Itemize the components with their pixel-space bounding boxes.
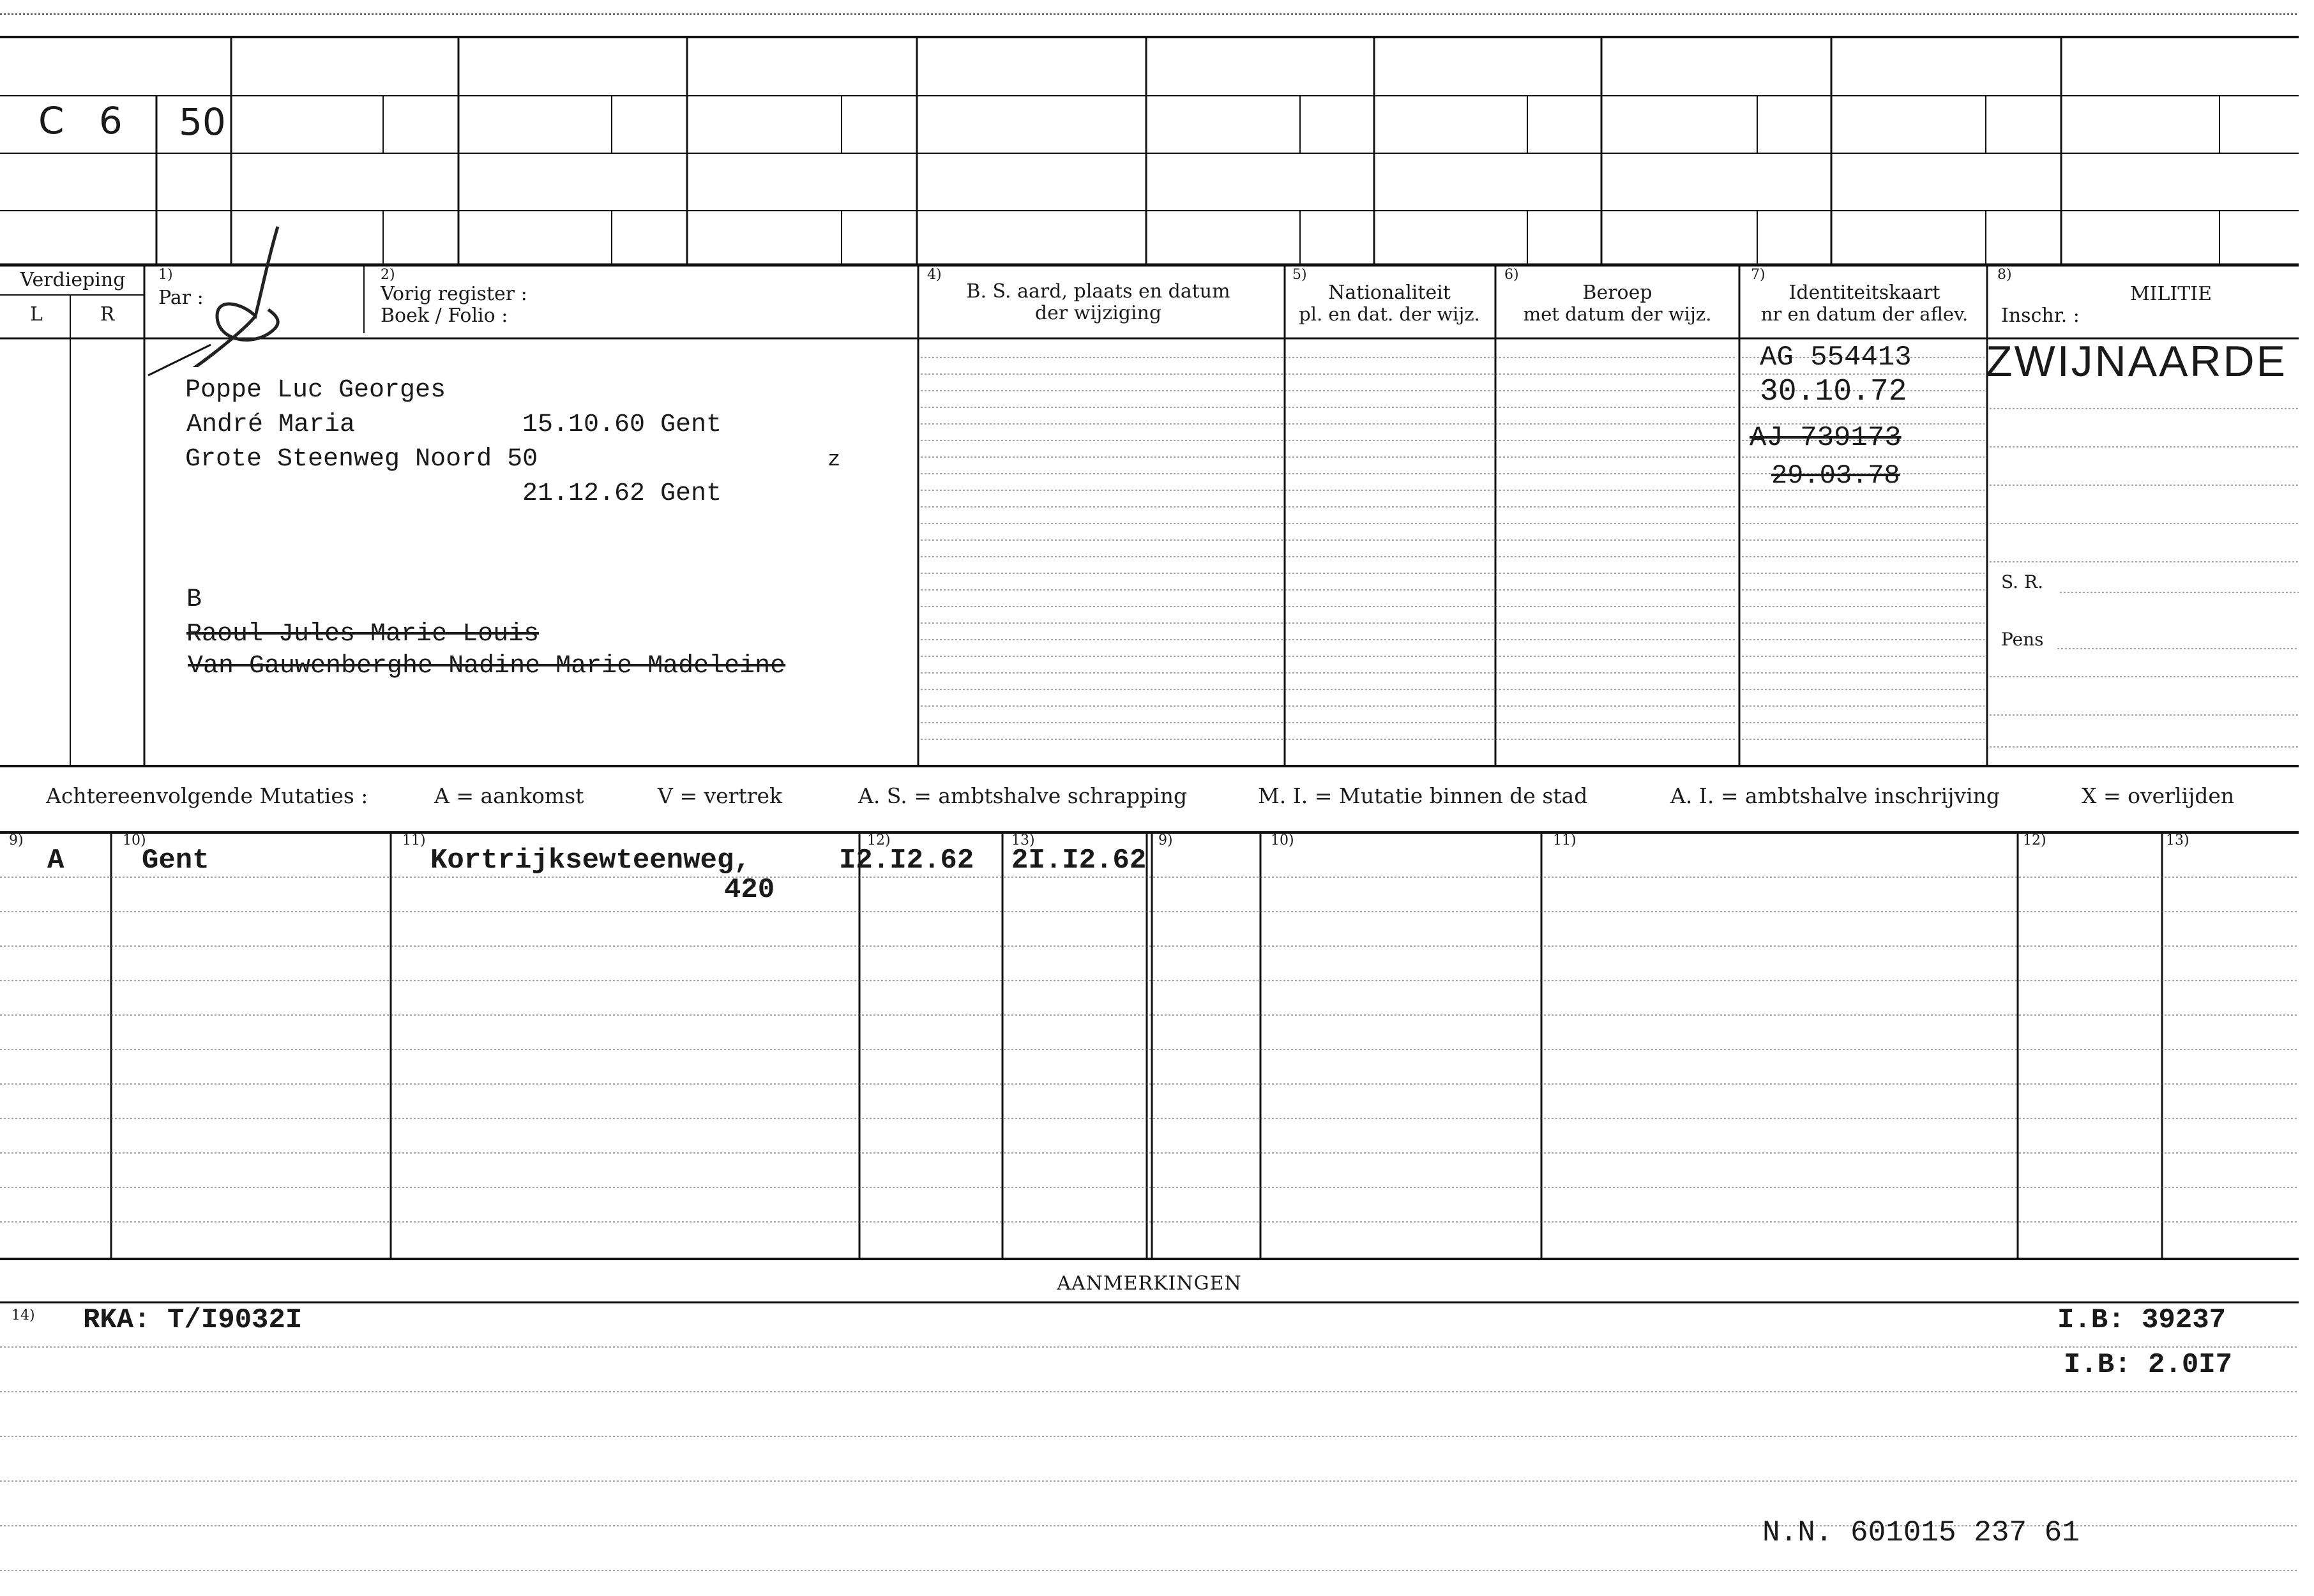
legend-ambtshalve-inschrijving: A. I. = ambtshalve inschrijving	[1670, 783, 2000, 808]
nationaliteit-header-line1: Nationaliteit	[1328, 282, 1451, 304]
legend-title: Achtereenvolgende Mutaties :	[46, 783, 368, 808]
mutation-date: 2I.I2.62	[1011, 845, 1147, 877]
verdieping-header: Verdieping	[20, 269, 126, 291]
id-card-date: 29.03.78	[1771, 460, 1900, 491]
bs-header-line1: B. S. aard, plaats en datum	[966, 280, 1230, 303]
militie-place-stamp: ZWIJNAARDE	[1986, 337, 2287, 386]
person-mother: Van Gauwenberghe Nadine Marie-Madeleine	[188, 652, 786, 681]
person-father: Raoul Jules Marie Louis	[186, 620, 540, 649]
mutation-type: A	[47, 845, 64, 877]
identiteitskaart-header-line2: nr en datum der aflev.	[1760, 303, 1969, 325]
mutation-col-footnote: 13)	[1011, 832, 1035, 848]
remarks-ib-2: I.B: 2.0I7	[2064, 1349, 2233, 1381]
militie-header: MILITIE	[2129, 283, 2212, 305]
remarks-national-number: N.N. 601015 237 61	[1762, 1516, 2080, 1549]
nationaliteit-header-line2: pl. en dat. der wijz.	[1299, 303, 1480, 325]
legend-ambtshalve-schrapping: A. S. = ambtshalve schrapping	[858, 783, 1188, 808]
legend-overlijden: X = overlijden	[2082, 783, 2235, 808]
remarks-ib-1: I.B: 39237	[2057, 1304, 2227, 1336]
militie-inschr-label: Inschr. :	[2001, 305, 2080, 327]
vorig-register-footnote: 2)	[381, 267, 395, 283]
mutation-col-footnote: 12)	[2023, 832, 2046, 848]
identiteitskaart-header-line1: Identiteitskaart	[1788, 282, 1940, 304]
boek-folio-label: Boek / Folio :	[381, 305, 508, 327]
mutation-date: I2.I2.62	[839, 845, 974, 877]
person-registration-date: 21.12.62 Gent	[522, 479, 722, 508]
remarks-footnote: 14)	[11, 1307, 35, 1323]
person-first-names: André Maria	[186, 410, 356, 439]
card-code: C 6	[38, 99, 134, 142]
mutation-col-footnote: 11)	[1553, 832, 1577, 848]
mutation-col-footnote: 13)	[2166, 832, 2189, 848]
vorig-register-label: Vorig register :	[381, 283, 527, 305]
id-card-date: 30.10.72	[1760, 375, 1907, 409]
legend-vertrek: V = vertrek	[658, 783, 782, 808]
id-card-number: AJ 739173	[1750, 422, 1902, 454]
militie-footnote: 8)	[1997, 267, 2012, 283]
person-letter-b: B	[186, 585, 202, 614]
bs-footnote: 4)	[927, 267, 942, 283]
bs-header-line2: der wijziging	[1034, 302, 1162, 324]
mutation-col-footnote: 9)	[1158, 832, 1173, 848]
mutation-col-footnote: 9)	[9, 832, 24, 848]
mutation-place: Gent	[142, 845, 209, 877]
nationaliteit-footnote: 5)	[1292, 267, 1307, 283]
legend-aankomst: A = aankomst	[434, 783, 584, 808]
mutation-col-footnote: 12)	[867, 832, 891, 848]
mutation-house-number: 420	[724, 874, 775, 906]
beroep-header-line2: met datum der wijz.	[1523, 303, 1712, 325]
mutation-col-footnote: 10)	[1271, 832, 1294, 848]
person-name: Poppe Luc Georges	[185, 376, 446, 405]
card-number: 50	[179, 100, 226, 144]
identiteitskaart-footnote: 7)	[1751, 267, 1766, 283]
beroep-footnote: 6)	[1504, 267, 1519, 283]
militie-pens-label: Pens	[2001, 629, 2044, 650]
verdieping-left-label: L	[30, 303, 43, 326]
person-street: Grote Steenweg Noord 50	[185, 445, 538, 474]
remarks-rka: RKA: T/I9032I	[83, 1304, 303, 1336]
verdieping-right-label: R	[100, 303, 115, 326]
beroep-header-line1: Beroep	[1582, 282, 1652, 304]
mutation-street: Kortrijksewteenweg,	[430, 845, 751, 877]
person-mark: z	[828, 448, 841, 472]
mutation-col-footnote: 10)	[123, 832, 146, 848]
par-label: Par :	[158, 287, 204, 309]
person-birth: 15.10.60 Gent	[522, 410, 722, 439]
remarks-title: AANMERKINGEN	[1057, 1272, 1242, 1295]
militie-sr-label: S. R.	[2001, 571, 2043, 592]
legend-mutatie-binnen-stad: M. I. = Mutatie binnen de stad	[1258, 783, 1588, 808]
mutation-col-footnote: 11)	[402, 832, 426, 848]
id-card-number: AG 554413	[1760, 342, 1912, 373]
par-footnote: 1)	[158, 267, 173, 283]
